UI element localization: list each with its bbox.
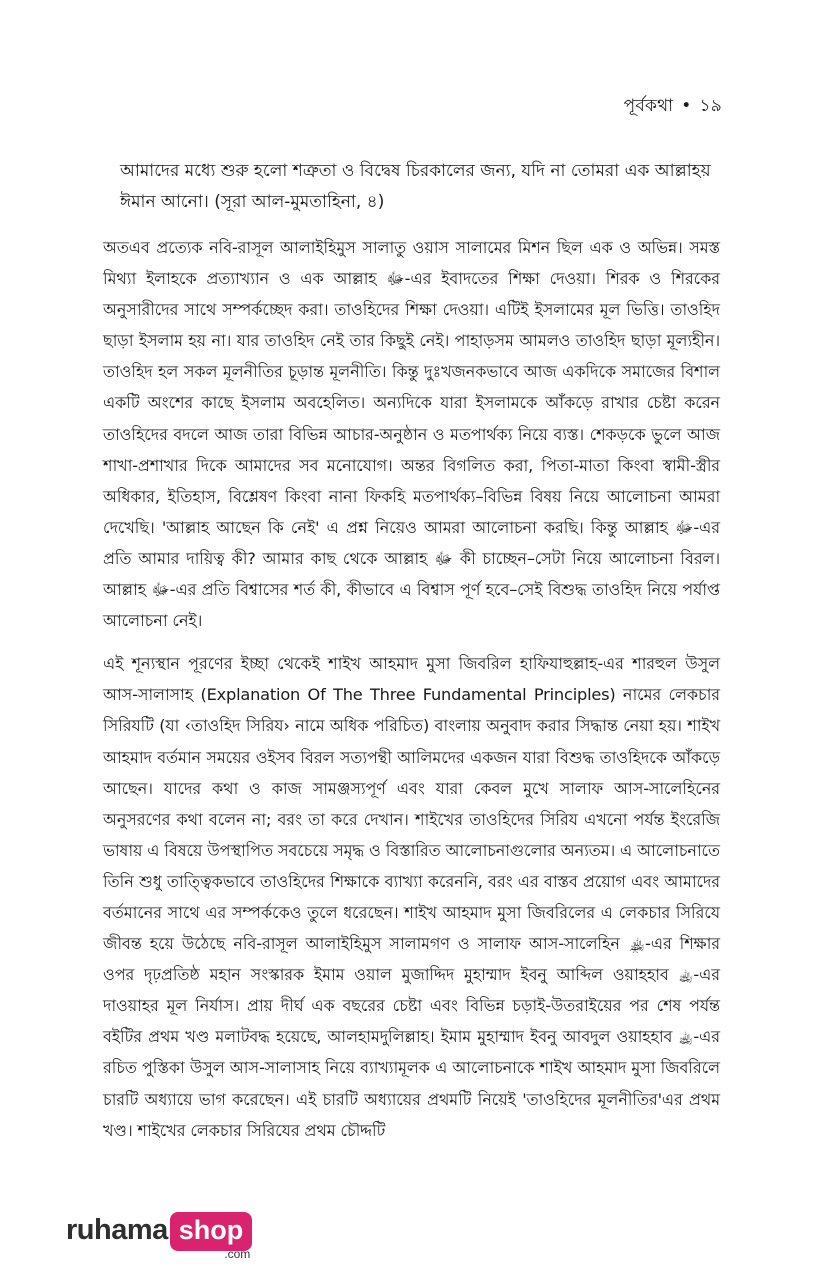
watermark-shop-text: shop <box>170 1212 253 1251</box>
running-header <box>624 93 722 121</box>
watermark-brand: ruhama <box>66 1214 168 1246</box>
section-title: পূর্বকথা <box>623 96 674 116</box>
watermark-domain: .com <box>224 1247 251 1261</box>
page-number: ১৯ <box>699 96 722 116</box>
quran-quote <box>120 156 720 218</box>
paragraph-1: অতএব প্রত্যেক নবি-রাসূল আলাইহিমুস সালাতু ওয়াস সালামের মিশন ছিল এক ও অভিন্ন। সমস্ত মিথ্যা ইলাহকে প্রত্যাখ্যান ও এক আল্লাহ ﷻ-এর ইবাদতের শিক্ষা দেওয়া। শিরক ও শিরকের অনুসারীদের সাথে সম্পর্কচ্ছেদ করা। তাওহিদের শিক্ষা দেওয়া। এটিই ইসলামের মূল ভিত্তি। তাওহিদ ছাড়া ইসলাম হয় না। যার তাওহিদ নেই তার কিছুই নেই। পাহাড়সম আমলও তাওহিদ ছাড়া মূল্যহীন। তাওহিদ হল সকল মূলনীতির চূড়ান্ত মূলনীতি। কিন্তু দুঃখজনকভাবে আজ একদিকে সমাজের বিশাল একটি অংশের কাছে ইসলাম অবহেলিত। অন্যদিকে যারা ইসলামকে আঁকড়ে রাখার চেষ্টা করেন তাওহিদের বদলে আজ তারা বিভিন্ন আচার-অনুষ্ঠান ও মতপার্থক্য নিয়ে ব্যস্ত। শেকড়কে ভুলে আজ শাখা-প্রশাখার দিকে আমাদের সব মনোযোগ। অন্তর বিগলিত করা, পিতা-মাতা কিংবা স্বামী-স্ত্রীর অধিকার, ইতিহাস, বিশ্লেষণ কিংবা নানা ফিকহি মতপার্থক্য–বিভিন্ন বিষয় নিয়ে আলোচনা আমরা দেখেছি। 'আল্লাহ আছেন কি নেই' এ প্রশ্ন নিয়েও আমরা আলোচনা করছি। কিন্তু আল্লাহ ﷻ-এর প্রতি আমার দায়িত্ব কী? আমার কাছ থেকে আল্লাহ ﷻ কী চাচ্ছেন–সেটা নিয়ে আলোচনা বিরল। আল্লাহ ﷻ-এর প্রতি বিশ্বাসের শর্ত কী, কীভাবে এ বিশ্বাস পূর্ণ হবে–সেই বিশুদ্ধ তাওহিদ নিয়ে পর্যাপ্ত আলোচনা নেই। <box>103 238 721 631</box>
paragraph-2: এই শূন্যস্থান পূরণের ইচ্ছা থেকেই শাইখ আহমাদ মুসা জিবরিল হাফিযাহুল্লাহ-এর শারহুল উসুল আস-সালাসাহ (Explanation Of The Three Fundamental Principles) নামের লেকচার সিরিযটি (যা ‹তাওহিদ সিরিয› নামে অধিক পরিচিত) বাংলায় অনুবাদ করার সিদ্ধান্ত নেয়া হয়। শাইখ আহমাদ বর্তমান সময়ের ওইসব বিরল সত্যপন্থী আলিমদের একজন যারা বিশুদ্ধ তাওহিদকে আঁকড়ে আছেন। যাদের কথা ও কাজ সামঞ্জস্যপূর্ণ এবং যারা কেবল মুখে সালাফ আস-সালেহিনের অনুসরণের কথা বলেন না; বরং তা করে দেখান। শাইখের তাওহিদের সিরিয এখনো পর্যন্ত ইংরেজি ভাষায় এ বিষয়ে উপস্থাপিত সবচেয়ে সমৃদ্ধ ও বিস্তারিত আলোচনাগুলোর অন্যতম। এ আলোচনাতে তিনি শুধু তাত্ত্বিকভাবে তাওহিদের শিক্ষাকে ব্যাখ্যা করেননি, বরং এর বাস্তব প্রয়োগ এবং আমাদের বর্তমানের সাথে এর সম্পর্ককেও তুলে ধরেছেন। শাইখ আহমাদ মুসা জিবরিলের এ লেকচার সিরিযে জীবন্ত হয়ে উঠেছে নবি-রাসূল আলাইহিমুস সালামগণ ও সালাফ আস-সালেহিন ﵏-এর শিক্ষার ওপর দৃঢ়প্রতিষ্ঠ মহান সংস্কারক ইমাম ওয়াল মুজাদ্দিদ মুহাম্মাদ ইবনু আব্দিল ওয়াহহাব ﵀-এর দাওয়াহর মূল নির্যাস। প্রায় দীর্ঘ এক বছরের চেষ্টা এবং বিভিন্ন চড়াই-উতরাইয়ের পর শেষ পর্যন্ত বইটির প্রথম খণ্ড মলাটবদ্ধ হয়েছে, আলহামদুলিল্লাহ। ইমাম মুহাম্মাদ ইবনু আবদুল ওয়াহহাব ﵀-এর রচিত পুস্তিকা উসুল আস-সালাসাহ নিয়ে ব্যাখ্যামূলক এ আলোচনাকে শাইখ আহমাদ মুসা জিবরিলে চারটি অধ্যায়ে ভাগ করেছেন। এই চারটি অধ্যায়ের প্রথমটি নিয়েই 'তাওহিদের মূলনীতির'এর প্রথম খণ্ড। শাইখের লেকচার সিরিযের প্রথম চৌদ্দটি <box>103 654 720 1140</box>
watermark-shop-badge <box>170 1210 253 1261</box>
body-text <box>103 232 720 1158</box>
header-separator: • <box>681 96 692 116</box>
quote-text: আমাদের মধ্যে শুরু হলো শত্রুতা ও বিদ্বেষ চিরকালের জন্য, যদি না তোমরা এক আল্লাহয় ঈমান আনো। (সূরা আল-মুমতাহিনা, ৪) <box>120 161 711 212</box>
watermark-logo <box>66 1210 252 1261</box>
